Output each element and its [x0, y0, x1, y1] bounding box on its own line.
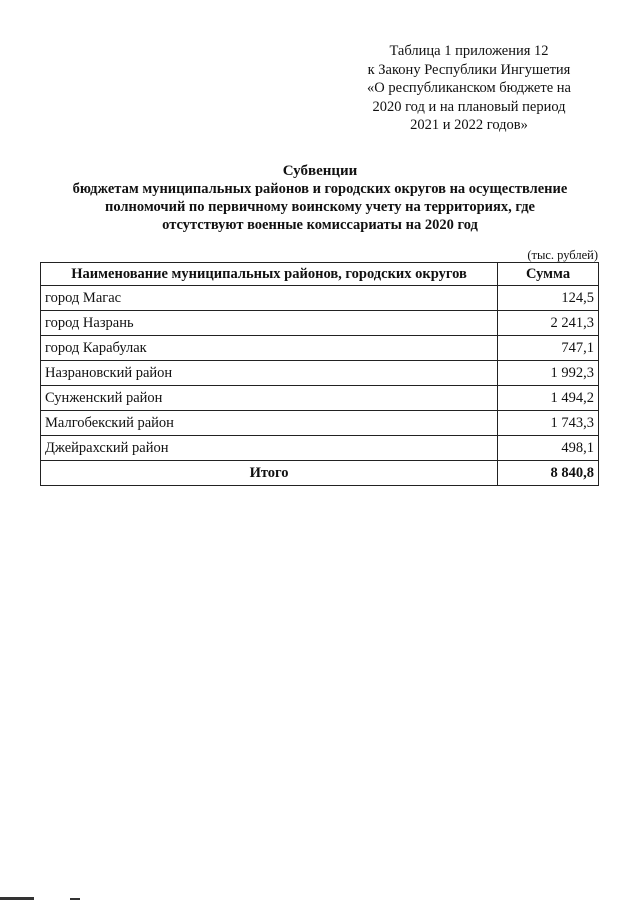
document-title [40, 162, 600, 234]
municipality-name: город Назрань [41, 311, 498, 336]
table-header-row [41, 263, 599, 286]
appendix-line: 2021 и 2022 годов» [410, 117, 528, 133]
table-row [41, 386, 599, 411]
title-line: бюджетам муниципальных районов и городских округов на осуществление [72, 181, 568, 197]
title-line: полномочий по первичному воинскому учету на территориях, где [104, 199, 535, 215]
amount-value: 1 494,2 [498, 386, 599, 411]
amount-value: 2 241,3 [498, 311, 599, 336]
total-amount: 8 840,8 [498, 461, 599, 486]
amount-value: 124,5 [498, 286, 599, 311]
amount-value: 747,1 [498, 336, 599, 361]
table-row [41, 411, 599, 436]
appendix-line: Таблица 1 приложения 12 [389, 43, 549, 59]
table-row [41, 436, 599, 461]
total-label: Итого [41, 461, 498, 486]
municipality-name: Джейрахский район [41, 436, 498, 461]
amount-value: 1 743,3 [498, 411, 599, 436]
table-row [41, 286, 599, 311]
appendix-line: к Закону Республики Ингушетия [367, 61, 571, 78]
scan-artifact-bottom-center [70, 898, 80, 900]
table-row [41, 336, 599, 361]
municipality-name: Сунженский район [41, 386, 498, 411]
appendix-line: «О республиканском бюджете на [367, 80, 571, 96]
subventions-table [40, 262, 599, 486]
municipality-name: город Магас [41, 286, 498, 311]
appendix-line: 2020 год и на плановый период [372, 98, 566, 115]
amount-value: 498,1 [498, 436, 599, 461]
column-header-amount: Сумма [498, 263, 599, 286]
table-total-row [41, 461, 599, 486]
table-row [41, 311, 599, 336]
units-label: (тыс. рублей) [527, 248, 598, 262]
amount-value: 1 992,3 [498, 361, 599, 386]
municipality-name: Малгобекский район [41, 411, 498, 436]
municipality-name: Назрановский район [41, 361, 498, 386]
appendix-reference [338, 42, 600, 135]
scan-artifact-bottom-left [0, 897, 34, 900]
column-header-name: Наименование муниципальных районов, городских округов [41, 263, 498, 286]
municipality-name: город Карабулак [41, 336, 498, 361]
table-row [41, 361, 599, 386]
title-main: Субвенции [282, 163, 358, 179]
title-line: отсутствуют военные комиссариаты на 2020 год [162, 217, 478, 233]
